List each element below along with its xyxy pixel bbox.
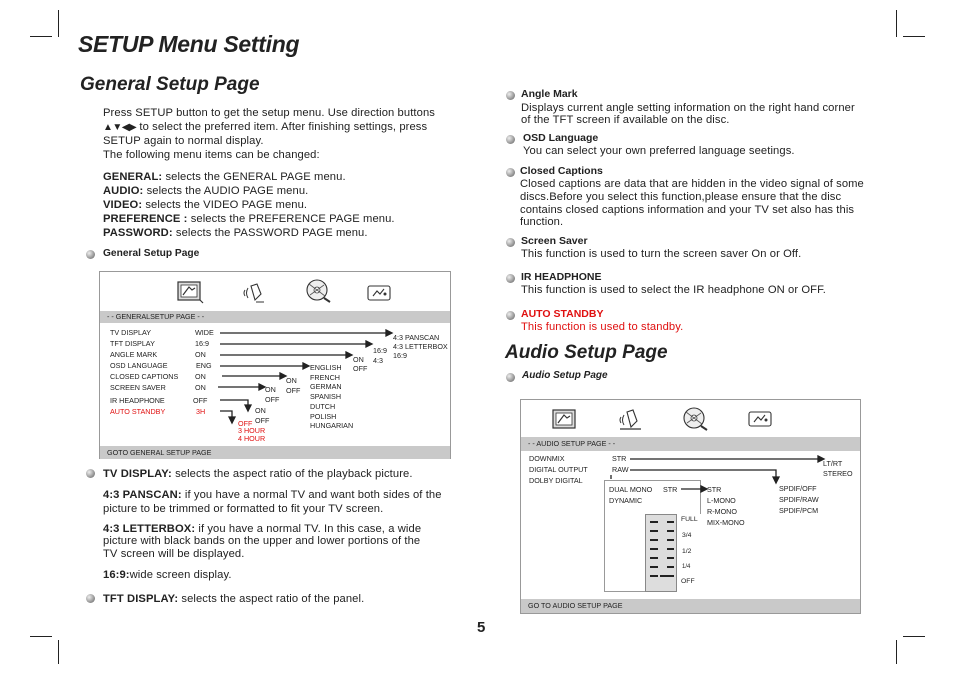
intro-line: Press SETUP button to get the setup menu. Use direction buttons — [103, 107, 435, 119]
general-diagram-label: General Setup Page — [103, 248, 200, 259]
section-line: Closed captions are data that are hidden in the video signal of some — [520, 178, 864, 190]
dynamic-level: 3/4 — [682, 532, 692, 539]
row-value: RAW — [612, 465, 629, 474]
row-closed-captions: CLOSED CAPTIONS — [110, 372, 179, 381]
row-auto-standby: AUTO STANDBY — [110, 407, 166, 416]
section-line: This function is used to select the IR headphone ON or OFF. — [521, 284, 827, 296]
tv-option: 16:9 — [393, 351, 407, 360]
menu-item-audio: AUDIO: selects the AUDIO PAGE menu. — [103, 185, 309, 197]
menu-item-preference: PREFERENCE : selects the PREFERENCE PAGE menu. — [103, 213, 395, 225]
desc-tv-display: TV DISPLAY: selects the aspect ratio of the playback picture. — [103, 468, 413, 480]
general-heading: General Setup Page — [80, 74, 260, 95]
row-tv-display: TV DISPLAY — [110, 328, 152, 337]
language-option: SPANISH — [310, 392, 342, 401]
intro-line-text: to select the preferred item. After finishing settings, press — [139, 121, 428, 133]
section-line: function. — [520, 216, 564, 228]
desc-panscan-line: picture to be trimmed or formatted to fit your TV screen. — [103, 503, 384, 515]
digital-option: SPDIF/PCM — [779, 506, 819, 515]
menu-item-password: PASSWORD: selects the PASSWORD PAGE menu. — [103, 227, 368, 239]
digital-option: SPDIF/OFF — [779, 484, 817, 493]
desc-panscan: 4:3 PANSCAN: if you have a normal TV and want both sides of the — [103, 489, 442, 501]
section-line: discs.Before you select this function,please ensure that the disc — [520, 191, 842, 203]
row-tft-display: TFT DISPLAY — [110, 339, 155, 348]
language-option: ENGLISH — [310, 363, 342, 372]
language-option: POLISH — [310, 412, 337, 421]
section-auto-standby: AUTO STANDBY — [521, 308, 604, 320]
saver-option: ON — [265, 385, 276, 394]
section-osd-language: OSD Language — [523, 132, 599, 144]
page-title: SETUP Menu Setting — [78, 31, 300, 57]
cc-option: ON — [286, 376, 297, 385]
angle-option: ON — [353, 355, 364, 364]
language-option: DUTCH — [310, 402, 336, 411]
menu-item-video: VIDEO: selects the VIDEO PAGE menu. — [103, 199, 308, 211]
intro-line: SETUP again to normal display. — [103, 135, 264, 147]
row-value: 16:9 — [195, 339, 209, 348]
ir-option: OFF — [255, 416, 270, 425]
dynamic-level: OFF — [681, 578, 695, 585]
audio-menu-footer: GO TO AUDIO SETUP PAGE — [521, 599, 860, 613]
section-ir-headphone: IR HEADPHONE — [521, 271, 602, 283]
direction-arrows: ▲▼◀▶ — [103, 122, 137, 133]
language-option: HUNGARIAN — [310, 421, 354, 430]
row-value: STR — [612, 454, 627, 463]
row-osd-language: OSD LANGUAGE — [110, 361, 168, 370]
section-line: Displays current angle setting information on the right hand corner — [521, 102, 855, 114]
audio-diagram-label: Audio Setup Page — [522, 370, 608, 381]
row-dynamic: DYNAMIC — [609, 496, 643, 505]
row-value: 3H — [196, 407, 206, 416]
row-value: ENG — [196, 361, 212, 370]
row-ir-headphone: IR HEADPHONE — [110, 396, 165, 405]
desc-letterbox-line: TV screen will be displayed. — [103, 548, 245, 560]
ir-option: ON — [255, 406, 266, 415]
section-line: contains closed captions information and your TV set also has this — [520, 204, 855, 216]
section-line: This function is used to turn the screen saver On or Off. — [521, 248, 802, 260]
section-screen-saver: Screen Saver — [521, 235, 588, 247]
angle-option: OFF — [353, 364, 368, 373]
row-digital-output: DIGITAL OUTPUT — [529, 465, 588, 474]
row-dual-mono: DUAL MONO — [609, 485, 653, 494]
general-menu-footer: GOTO GENERAL SETUP PAGE — [100, 446, 450, 459]
section-line: This function is used to standby. — [521, 321, 684, 333]
section-line: of the TFT screen if available on the disc. — [521, 114, 730, 126]
mono-option: L-MONO — [707, 496, 736, 505]
desc-letterbox-line: picture with black bands on the upper and lower portions of the — [103, 535, 421, 547]
page-number: 5 — [477, 619, 486, 636]
tv-option: 4:3 PANSCAN — [393, 333, 440, 342]
general-menu-header: - - GENERALSETUP PAGE - - — [100, 311, 450, 323]
desc-letterbox: 4:3 LETTERBOX: if you have a normal TV. In this case, a wide — [103, 523, 422, 535]
row-value: OFF — [193, 396, 208, 405]
audio-menu-header: - - AUDIO SETUP PAGE - - — [521, 437, 860, 451]
digital-option: SPDIF/RAW — [779, 495, 819, 504]
section-angle-mark: Angle Mark — [521, 88, 578, 100]
language-option: FRENCH — [310, 373, 340, 382]
language-option: GERMAN — [310, 382, 342, 391]
desc-tft-display: TFT DISPLAY: selects the aspect ratio of the panel. — [103, 593, 365, 605]
downmix-option: STEREO — [823, 469, 853, 478]
standby-option: 3 HOUR — [238, 426, 266, 435]
dynamic-level: 1/2 — [682, 548, 692, 555]
cc-option: OFF — [286, 386, 301, 395]
tft-option: 16:9 — [373, 346, 387, 355]
section-line: You can select your own preferred language seetings. — [523, 145, 795, 157]
row-value: STR — [663, 485, 678, 494]
row-screen-saver: SCREEN SAVER — [110, 383, 166, 392]
row-value: ON — [195, 350, 206, 359]
mono-option: R-MONO — [707, 507, 737, 516]
standby-option: 4 HOUR — [238, 434, 266, 443]
row-value: ON — [195, 383, 206, 392]
mono-option: STR — [707, 485, 722, 494]
tft-option: 4:3 — [373, 356, 383, 365]
intro-line: The following menu items can be changed: — [103, 149, 320, 161]
row-angle-mark: ANGLE MARK — [110, 350, 158, 359]
menu-item-general: GENERAL: selects the GENERAL PAGE menu. — [103, 171, 346, 183]
row-dolby-digital: DOLBY DIGITAL — [529, 476, 583, 485]
audio-heading: Audio Setup Page — [505, 342, 668, 363]
section-closed-captions: Closed Captions — [520, 165, 603, 177]
row-downmix: DOWNMIX — [529, 454, 565, 463]
dynamic-level: 1/4 — [682, 564, 691, 570]
tv-option: 4:3 LETTERBOX — [393, 342, 448, 351]
row-value: WIDE — [195, 328, 214, 337]
mono-option: MIX-MONO — [707, 518, 745, 527]
standby-option: OFF — [238, 419, 253, 428]
downmix-option: LT/RT — [823, 459, 843, 468]
row-value: ON — [195, 372, 206, 381]
desc-16-9: 16:9:wide screen display. — [103, 569, 232, 581]
saver-option: OFF — [265, 395, 280, 404]
dynamic-level: FULL — [681, 516, 698, 523]
